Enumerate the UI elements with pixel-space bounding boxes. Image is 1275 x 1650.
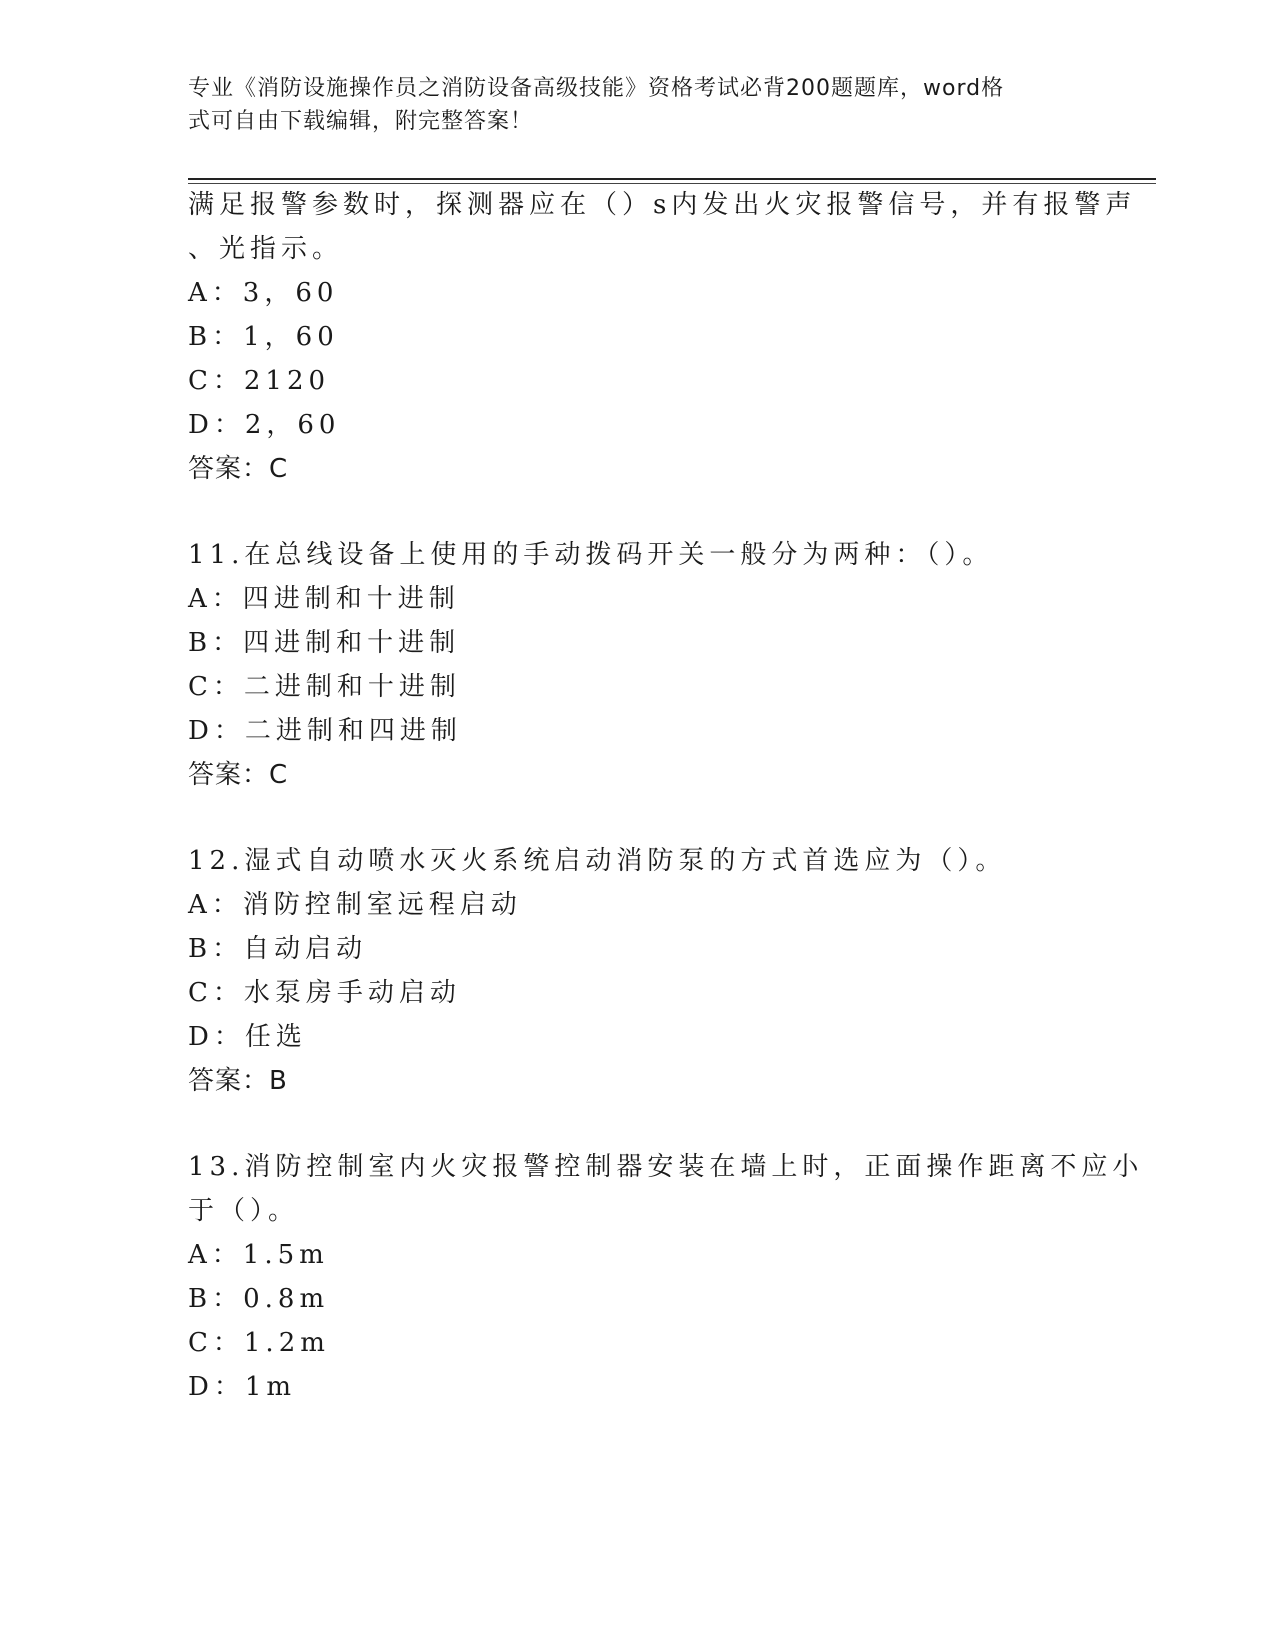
header-line-2: 式可自由下载编辑，附完整答案！ [188,109,534,134]
document-header [188,72,1068,138]
option-d: D：任选 [188,1022,307,1052]
option-b: B：四进制和十进制 [188,628,461,658]
question-stem-continued: 于（）。 [188,1196,300,1226]
option-d: D：2，60 [188,410,341,440]
option-a: A：消防控制室远程启动 [188,890,522,920]
question-stem: 13.消防控制室内火灾报警控制器安装在墙上时，正面操作距离不应小 [188,1152,1144,1182]
option-b: B：自动启动 [188,934,368,964]
answer-text: 答案：B [188,1066,288,1096]
header-divider-thick [188,178,1156,180]
option-c: C：二进制和十进制 [188,672,461,702]
option-d: D：二进制和四进制 [188,716,462,746]
question-stem: 11.在总线设备上使用的手动拨码开关一般分为两种：（）。 [188,540,994,570]
question-stem: 满足报警参数时，探测器应在（）s内发出火灾报警信号，并有报警声 [188,190,1137,220]
header-line-1: 专业《消防设施操作员之消防设备高级技能》资格考试必背200题题库，word格 [188,76,1005,101]
option-b: B：1，60 [188,322,339,352]
option-a: A：3，60 [188,278,339,308]
option-a: A：四进制和十进制 [188,584,460,614]
option-c: C：水泵房手动启动 [188,978,461,1008]
option-b: B：0.8m [188,1284,330,1314]
question-stem-continued: 、光指示。 [188,234,344,264]
question-stem: 12.湿式自动喷水灭火系统启动消防泵的方式首选应为（）。 [188,846,1007,876]
option-a: A：1.5m [188,1240,329,1270]
option-d: D：1m [188,1372,297,1402]
answer-text: 答案：C [188,454,289,484]
header-divider-thin [188,183,1156,184]
option-c: C：2120 [188,366,331,396]
answer-text: 答案：C [188,760,289,790]
option-c: C：1.2m [188,1328,330,1358]
